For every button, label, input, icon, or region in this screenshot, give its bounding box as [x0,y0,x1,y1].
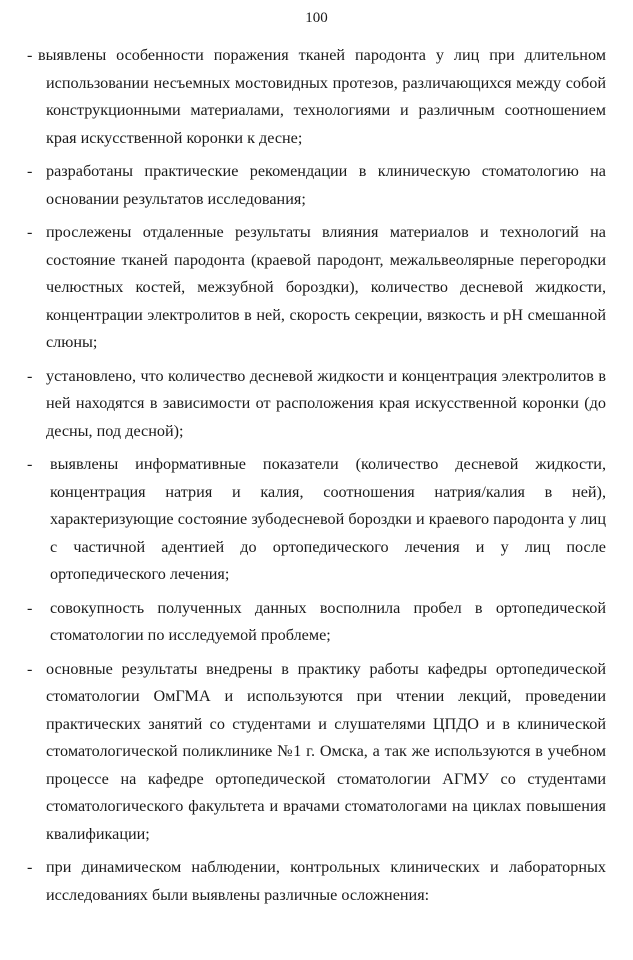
list-item [0,451,633,589]
list-item [0,656,633,849]
list-item [0,595,633,650]
list-item-text: выявлены особенности поражения тканей пародонта у лиц при длительном использовании несъемных мостовидных протезов, различающихся между собой конструкционными материалами, технологиями и различным соотношением края искусственной коронки к десне; [38,46,606,147]
findings-list [0,42,633,909]
list-item-text: разработаны практические рекомендации в клиническую стоматологию на основании результатов исследования; [46,162,606,208]
list-item [0,42,633,152]
list-dash: - [27,46,33,64]
list-dash: - [27,858,33,876]
list-item-text: установлено, что количество десневой жидкости и концентрация электролитов в ней находятся в зависимости от расположения края искусственной коронки (до десны, под десной); [46,366,606,440]
list-dash: - [27,598,33,617]
list-item [0,854,633,909]
list-item-text: при динамическом наблюдении, контрольных клинических и лабораторных исследованиях были выявлены различные осложнения: [46,858,606,904]
list-item [0,219,633,357]
list-dash: - [27,366,33,385]
list-item [0,363,633,446]
list-item [0,158,633,213]
list-item-text: совокупность полученных данных восполнила пробел в ортопедической стоматологии по исследуемой проблеме; [50,598,606,644]
list-item-text: выявлены информативные показатели (количество десневой жидкости, концентрация натрия и калия, соотношения натрия/калия в ней), характеризующие состояние зубодесневой бороздки и краевого пародонта у лиц с частичной адентией до ортопедического лечения и у лиц после ортопедического лечения; [50,455,606,583]
list-dash: - [27,659,33,678]
list-item-text: прослежены отдаленные результаты влияния материалов и технологий на состояние тканей пародонта (краевой пародонт, межальвеолярные перегородки челюстных костей, межзубной бороздки), количество десневой жидкости, концентрации электролитов в ней, скорость секреции, вязкость и pH смешанной слюны; [46,223,606,351]
list-dash: - [27,223,33,241]
list-dash: - [27,455,33,473]
list-item-text: основные результаты внедрены в практику работы кафедры ортопедической стоматологии ОмГМА и используются при чтении лекций, проведении практических занятий со студентами и слушателями ЦПДО и в клинической стоматологической поликлинике №1 г. Омска, а так же используются в учебном процессе на кафедре ортопедической стоматологии АГМУ со студентами стоматологического факультета и врачами стоматологами на циклах повышения квалификации; [46,659,606,843]
list-dash: - [27,162,33,180]
page-number: 100 [305,10,328,26]
